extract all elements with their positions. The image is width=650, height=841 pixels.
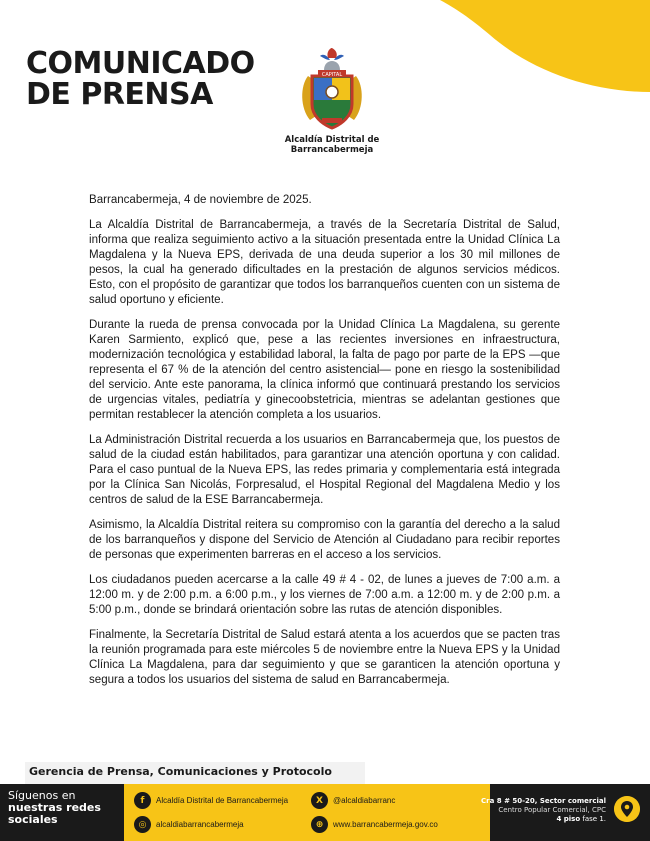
address-line-3 [481, 815, 606, 824]
release-date: Barrancabermeja, 4 de noviembre de 2025. [89, 194, 312, 206]
crest-banner-text: CAPITAL [321, 72, 343, 78]
facebook-handle: Alcaldía Distrital de Barrancabermeja [156, 796, 289, 805]
crest-label: Alcaldía Distrital de Barrancabermeja [284, 135, 380, 155]
follow-line-1: Síguenos en [8, 789, 76, 802]
location-pin-icon [614, 796, 640, 822]
office-address [481, 797, 606, 824]
instagram-handle: alcaldiabarrancabermeja [156, 820, 244, 829]
press-release-body [89, 193, 560, 698]
office-label-tab [25, 762, 365, 784]
paragraph-2: Durante la rueda de prensa convocada por la Unidad Clínica La Magdalena, su gerente Karen Sarmiento, explicó que, pese a las recientes inversiones en infraestructura, modernización tecnológica y estabilidad laboral, la falta de pago por parte de la EPS —que representa el 67 % de la atención del centro asistencial— pone en riesgo la sostenibilidad del servicio. Ante este panorama, la clínica informó que continuará prestando los servicios de urgencias vitales, pediatría y ginecoobstetricia, mientras se adelantan gestiones que permitan restablecer la atención completa a los usuarios. [89, 319, 560, 421]
address-floor: 4 piso [556, 815, 581, 823]
facebook-link[interactable] [134, 792, 288, 809]
paragraph-4: Asimismo, la Alcaldía Distrital reitera su compromiso con la garantía del derecho a la salud de los barranqueños y dispone del Servicio de Atención al Ciudadano para recibir reportes de personas que experimenten barreras en el acceso a los servicios. [89, 519, 560, 561]
x-link[interactable] [311, 792, 395, 809]
page-title [26, 48, 255, 110]
follow-line-3: sociales [8, 813, 58, 826]
address-line-2: Centro Popular Comercial, CPC [498, 806, 606, 814]
paragraph-1: La Alcaldía Distrital de Barrancabermeja, a través de la Secretaría Distrital de Salud, informa que realiza seguimiento activo a la situación presentada entre la Unidad Clínica La Magdalena y la Nueva EPS, derivada de una deuda superior a los 30 mil millones de pesos, la cual ha generado dificultades en la prestación de algunos servicios médicos. Esto, con el propósito de garantizar que todos los barranqueños cuenten con un sistema de salud oportuno y eficiente. [89, 219, 560, 306]
address-phase: fase 1. [580, 815, 606, 823]
follow-us-heading [8, 790, 101, 826]
paragraph-3: La Administración Distrital recuerda a los usuarios en Barrancabermeja que, los puestos de salud de la ciudad están habilitados, para garantizar una atención oportuna y con calidad. Para el caso puntual de la Nueva EPS, las redes primaria y complementaria está integrada por la Clínica San Nicolás, Forpresalud, el Hospital Regional del Magdalena Medio y los centros de salud de la ESE Barrancabermeja. [89, 434, 560, 506]
x-icon: X [311, 792, 328, 809]
follow-line-2: nuestras redes [8, 801, 101, 814]
title-line-2: DE PRENSA [26, 77, 213, 112]
website-url: www.barrancabermeja.gov.co [333, 820, 438, 829]
website-link[interactable] [311, 816, 438, 833]
globe-icon: ⊕ [311, 816, 328, 833]
x-handle: @alcaldiabarranc [333, 796, 396, 805]
paragraph-5: Los ciudadanos pueden acercarse a la calle 49 # 4 - 02, de lunes a jueves de 7:00 a.m. a 12:00 m. y de 2:00 p.m. a 6:00 p.m., y los viernes de 7:00 a.m. a 12:00 m. y de 2:00 p.m. a 5:00 p.m., donde se brindará orientación sobre las rutas de atención disponibles. [89, 574, 560, 616]
facebook-icon: f [134, 792, 151, 809]
coat-of-arms-logo [296, 46, 368, 132]
address-line-1: Cra 8 # 50-20, Sector comercial [481, 797, 606, 805]
office-name: Gerencia de Prensa, Comunicaciones y Protocolo [29, 765, 332, 778]
title-line-1: COMUNICADO [26, 46, 255, 81]
paragraph-6: Finalmente, la Secretaría Distrital de Salud estará atenta a los acuerdos que se pacten tras la reunión programada para este miércoles 5 de noviembre entre la Nueva EPS y la Unidad Clínica La Magdalena, para dar seguimiento y que se garanticen la atención oportuna y segura a todos los usuarios del sistema de salud en Barrancabermeja. [89, 629, 560, 686]
instagram-link[interactable] [134, 816, 244, 833]
instagram-icon: ◎ [134, 816, 151, 833]
